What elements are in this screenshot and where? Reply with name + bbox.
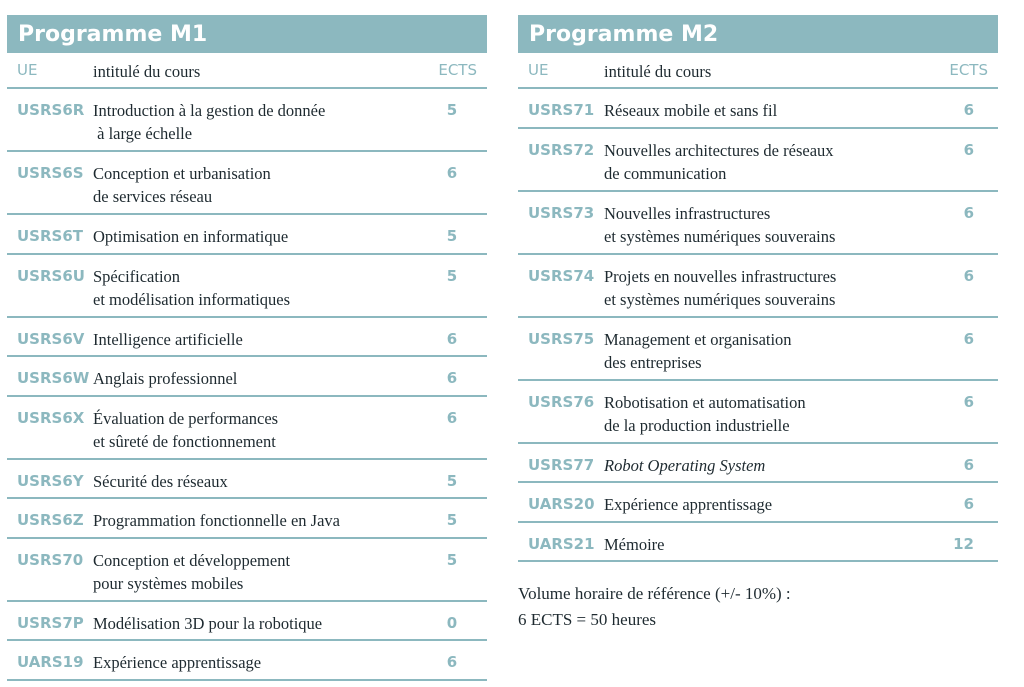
course-title	[604, 391, 928, 437]
course-title	[604, 202, 928, 248]
ue-code: USRS6W	[17, 369, 90, 387]
course-title	[93, 328, 417, 351]
ects-value: 5	[446, 266, 458, 285]
table-row	[7, 357, 487, 397]
course-title-line: et modélisation informatiques	[93, 289, 291, 309]
course-title-line: Mémoire	[604, 534, 665, 554]
hourly-volume-note	[518, 581, 791, 633]
course-title-line: de services réseau	[93, 187, 213, 206]
ects-value: 6	[963, 203, 974, 222]
ue-code: USRS6Z	[17, 511, 84, 529]
course-title	[93, 367, 417, 390]
ects-value: 6	[446, 329, 458, 348]
course-title	[604, 454, 928, 477]
table-row	[7, 318, 487, 358]
ue-code: USRS6R	[17, 101, 85, 119]
ue-code: UARS20	[528, 495, 595, 513]
course-title-line: de la production industrielle	[604, 415, 790, 435]
table-row	[7, 539, 487, 602]
table-row	[7, 255, 487, 318]
ects-value: 0	[446, 613, 458, 632]
table-row	[518, 444, 998, 484]
programme-m1-rows	[7, 89, 487, 681]
course-title	[93, 470, 417, 493]
table-row	[7, 89, 487, 152]
ects-value: 5	[446, 101, 458, 119]
course-title-line: Conception et urbanisation	[93, 164, 271, 183]
ue-code: USRS6Y	[17, 471, 84, 490]
ue-code: USRS71	[528, 101, 595, 119]
ue-code: UARS19	[17, 653, 84, 671]
ects-value: 6	[963, 392, 974, 411]
ects-column-header: ECTS	[438, 61, 477, 79]
ects-value: 5	[446, 471, 458, 490]
course-title-line: Programmation fonctionnelle en Java	[93, 511, 340, 530]
course-title-line: Évaluation de performances	[93, 408, 279, 428]
course-title-line: Spécification	[93, 266, 181, 286]
ects-value: 6	[963, 140, 974, 159]
course-title	[93, 651, 417, 674]
course-title-line: Optimisation en informatique	[93, 227, 289, 246]
course-title	[604, 265, 928, 311]
table-row	[518, 381, 998, 444]
course-title	[93, 162, 417, 208]
table-row	[7, 641, 487, 681]
course-title	[604, 533, 928, 556]
programme-m2-rows	[518, 89, 998, 562]
ue-code: USRS6V	[17, 329, 85, 348]
course-title-line: Intelligence artificielle	[93, 329, 243, 349]
ue-code: USRS72	[528, 140, 595, 159]
table-row	[518, 255, 998, 318]
course-title-line: des entreprises	[604, 352, 702, 372]
course-title-line: Introduction à la gestion de donnée	[93, 101, 326, 120]
course-title-line: Modélisation 3D pour la robotique	[93, 613, 323, 633]
programme-m1-header-row	[7, 53, 487, 89]
course-title-line: Conception et développement	[93, 550, 291, 570]
ects-value: 6	[963, 329, 974, 348]
ue-code: USRS76	[528, 392, 595, 411]
course-title	[93, 407, 417, 453]
ue-code: USRS70	[17, 550, 84, 569]
course-title-line: Réseaux mobile et sans fil	[604, 101, 778, 120]
course-title	[604, 328, 928, 374]
course-title-line: et systèmes numériques souverains	[604, 226, 836, 246]
ects-value: 6	[963, 495, 974, 513]
course-title-line: Projets en nouvelles infrastructures	[604, 266, 837, 286]
ects-value: 6	[963, 266, 974, 285]
ue-code: USRS6X	[17, 408, 85, 427]
course-title-line: Sécurité des réseaux	[93, 471, 228, 491]
course-column-header: intitulé du cours	[93, 62, 201, 81]
hourly-volume-line: Volume horaire de référence (+/- 10%) :	[518, 584, 791, 603]
course-title-line: et systèmes numériques souverains	[604, 289, 836, 309]
table-row	[7, 499, 487, 539]
programme-m2-title: Programme M2	[518, 15, 998, 53]
ue-code: USRS73	[528, 203, 595, 222]
ue-code: USRS75	[528, 329, 595, 348]
table-row	[7, 602, 487, 642]
programme-m2-table	[518, 15, 998, 562]
table-row	[7, 397, 487, 460]
ects-value: 5	[446, 511, 458, 529]
course-title-line: à large échelle	[93, 124, 193, 143]
course-title-line: Anglais professionnel	[93, 369, 238, 388]
table-row	[518, 192, 998, 255]
table-row	[518, 129, 998, 192]
ects-hours-line: 6 ECTS = 50 heures	[518, 610, 657, 629]
ects-value: 6	[963, 455, 974, 474]
course-title-line: Management et organisation	[604, 329, 792, 349]
ue-code: USRS6S	[17, 164, 84, 182]
table-row	[518, 318, 998, 381]
programme-m1-title: Programme M1	[7, 15, 487, 53]
programme-m1-table	[7, 15, 487, 681]
ue-code: USRS6U	[17, 266, 85, 285]
ects-value: 12	[953, 534, 974, 553]
ects-column-header: ECTS	[949, 61, 988, 79]
course-title-line: Robotisation et automatisation	[604, 392, 806, 412]
table-row	[7, 460, 487, 500]
ects-value: 6	[446, 164, 458, 182]
course-title	[93, 509, 417, 532]
table-row	[518, 483, 998, 523]
ects-value: 5	[446, 227, 458, 245]
course-title-line: Expérience apprentissage	[604, 495, 773, 514]
ects-value: 6	[446, 653, 458, 671]
course-title	[93, 265, 417, 311]
course-title	[604, 99, 928, 122]
course-title-line: de communication	[604, 163, 727, 183]
ue-column-header: UE	[17, 61, 38, 79]
course-title-line: Nouvelles architectures de réseaux	[604, 140, 834, 160]
course-title-line: Nouvelles infrastructures	[604, 203, 771, 223]
course-title-line: Expérience apprentissage	[93, 653, 262, 672]
ue-code: USRS74	[528, 266, 595, 285]
ue-code: USRS7P	[17, 613, 84, 632]
ue-code: USRS6T	[17, 227, 84, 245]
table-row	[518, 523, 998, 563]
course-title-line: Robot Operating System	[604, 455, 766, 475]
ects-value: 5	[446, 550, 458, 569]
course-title	[93, 99, 417, 145]
ects-value: 6	[446, 408, 458, 427]
ue-code: UARS21	[528, 534, 595, 553]
course-title	[93, 225, 417, 248]
course-column-header: intitulé du cours	[604, 62, 712, 81]
ue-code: USRS77	[528, 455, 595, 474]
course-title-line: et sûreté de fonctionnement	[93, 431, 276, 451]
ects-value: 6	[963, 101, 974, 119]
ects-value: 6	[446, 369, 458, 387]
course-title	[93, 549, 417, 595]
table-row	[518, 89, 998, 129]
course-title	[93, 612, 417, 635]
course-title	[604, 139, 928, 185]
course-title	[604, 493, 928, 516]
programme-m2-header-row	[518, 53, 998, 89]
table-row	[7, 215, 487, 255]
ue-column-header: UE	[528, 61, 549, 79]
course-title-line: pour systèmes mobiles	[93, 573, 244, 593]
table-row	[7, 152, 487, 215]
